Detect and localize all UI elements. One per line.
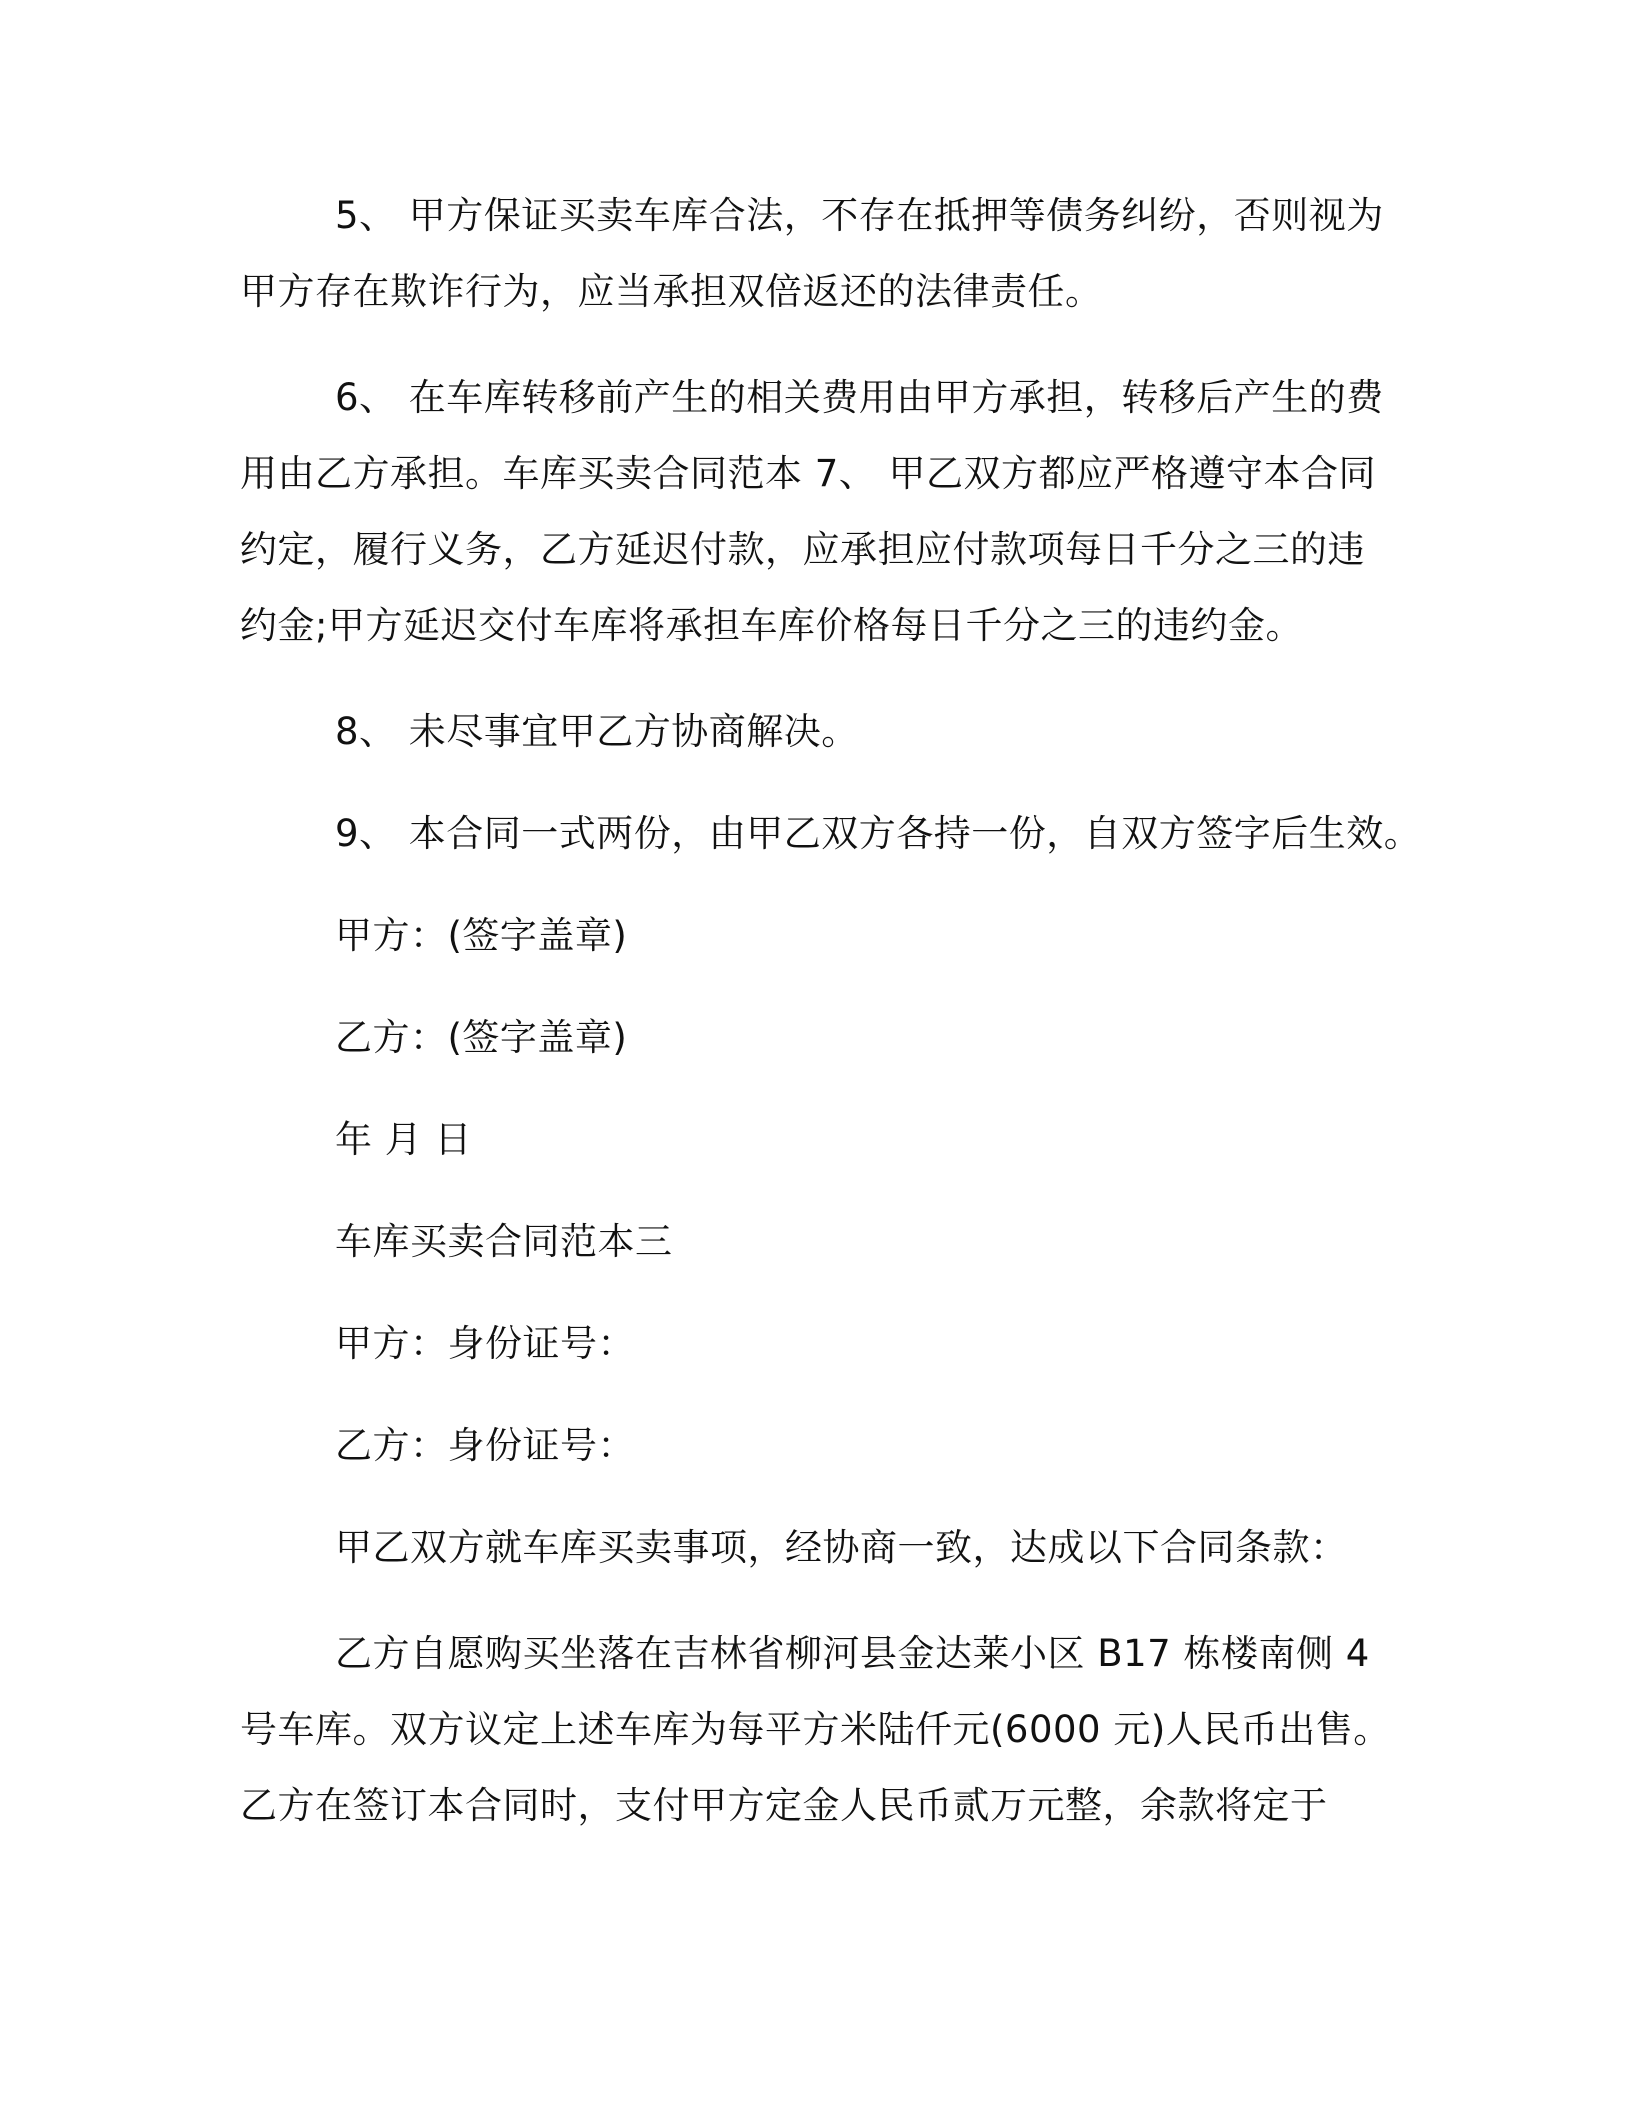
purchase-line-1: 乙方自愿购买坐落在吉林省柳河县金达莱小区 B17 栋楼南侧 4 [335, 1632, 1370, 1675]
party-a-id: 甲方：身份证号： [335, 1322, 635, 1365]
purchase-line-2: 号车库。双方议定上述车库为每平方米陆仟元(6000 元)人民币出售。 [240, 1708, 1391, 1751]
section-title: 车库买卖合同范本三 [335, 1220, 673, 1263]
clause-9: 9、 本合同一式两份，由甲乙双方各持一份，自双方签字后生效。 [335, 812, 1422, 855]
party-b-signature: 乙方：(签字盖章) [335, 1016, 628, 1059]
clause-6-line-1: 6、 在车库转移前产生的相关费用由甲方承担，转移后产生的费 [335, 376, 1384, 419]
purchase-line-3: 乙方在签订本合同时，支付甲方定金人民币贰万元整，余款将定于 [240, 1784, 1328, 1827]
agreement-intro: 甲乙双方就车库买卖事项，经协商一致，达成以下合同条款： [335, 1526, 1348, 1569]
clause-5-line-1: 5、 甲方保证买卖车库合法，不存在抵押等债务纠纷，否则视为 [335, 194, 1384, 237]
clause-5-line-2: 甲方存在欺诈行为，应当承担双倍返还的法律责任。 [240, 270, 1103, 313]
date-line: 年 月 日 [335, 1118, 473, 1161]
clause-8: 8、 未尽事宜甲乙方协商解决。 [335, 710, 859, 753]
clause-6-line-2: 用由乙方承担。车库买卖合同范本 7、 甲乙双方都应严格遵守本合同 [240, 452, 1377, 495]
clause-7-line-2: 约金;甲方延迟交付车库将承担车库价格每日千分之三的违约金。 [240, 604, 1303, 647]
party-b-id: 乙方：身份证号： [335, 1424, 635, 1467]
party-a-signature: 甲方：(签字盖章) [335, 914, 628, 957]
clause-7-line-1: 约定，履行义务，乙方延迟付款，应承担应付款项每日千分之三的违 [240, 528, 1365, 571]
